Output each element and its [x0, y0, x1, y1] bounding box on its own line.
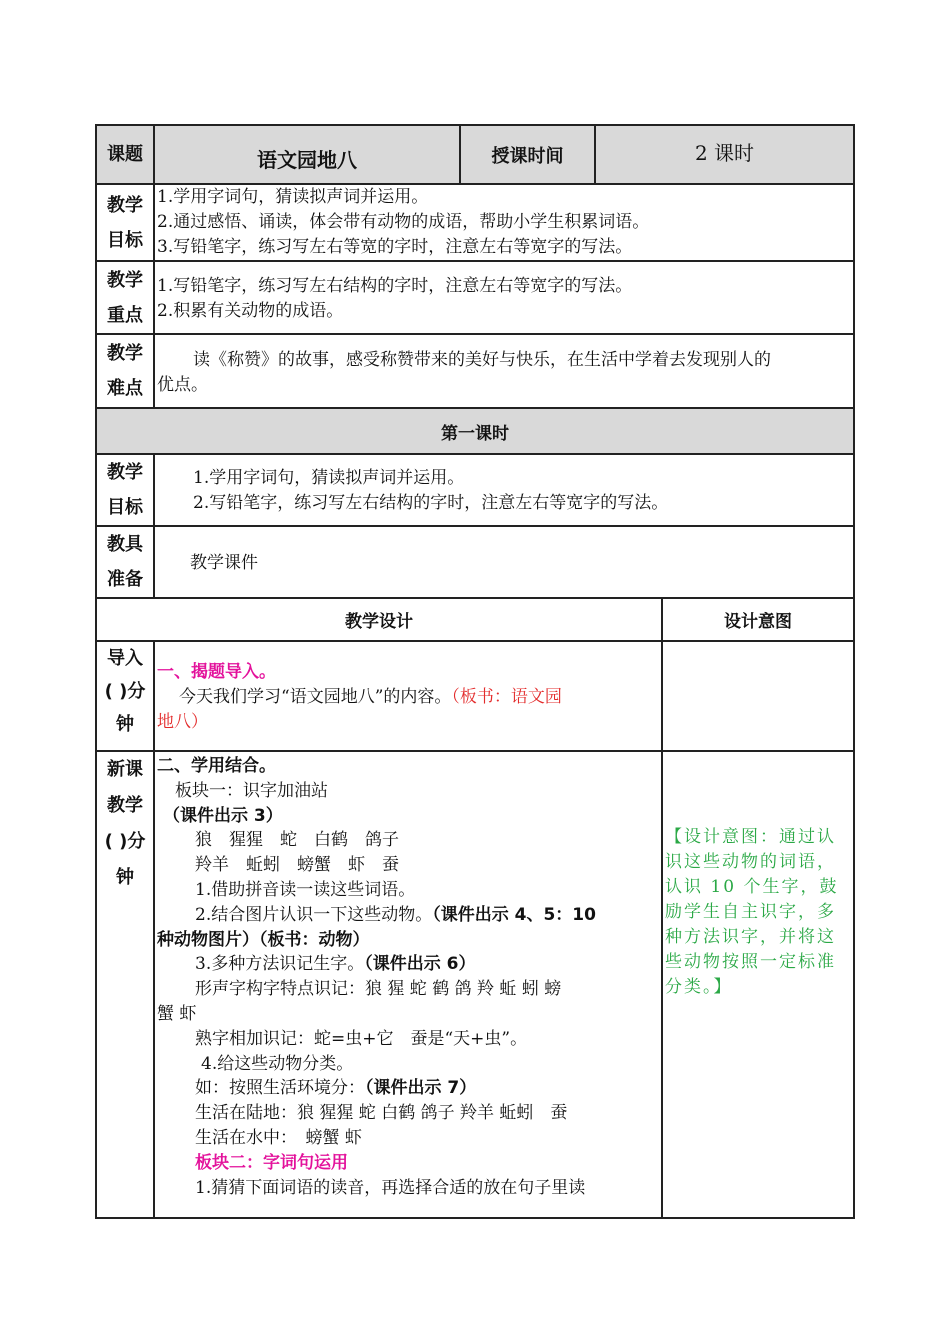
tools-text: 教学课件: [190, 553, 258, 573]
lesson1-goals-label-top: 教学: [107, 462, 143, 483]
tools-label: [97, 527, 155, 597]
water-line: 生活在水中： 螃蟹 虾: [195, 1127, 362, 1148]
lesson1-goals-label: [97, 455, 155, 525]
difficulties-label-bottom: 难点: [107, 378, 143, 399]
lesson1-goal-item: 2.写铅笔字，练习写左右结构的字时，注意左右等宽字的写法。: [193, 493, 669, 513]
intro-text-main: 今天我们学习“语文园地八”的内容。: [179, 687, 452, 707]
key-points-row: [95, 262, 855, 335]
difficulties-label-top: 教学: [107, 343, 143, 364]
new-lesson-intent: [663, 752, 853, 1217]
step2-line: [157, 903, 659, 928]
goal-item: 3.写铅笔字，练习写左右等宽的字时，注意左右等宽字的写法。: [157, 237, 633, 257]
difficulties-line1: 读《称赞》的故事，感受称赞带来的美好与快乐，在生活中学着去发现别人的: [193, 350, 771, 370]
lesson-plan-table: [95, 124, 855, 1219]
lesson1-goal-item: 1.学用字词句，猜读拟声词并运用。: [193, 468, 465, 488]
goal-item: 1.学用字词句，猜读拟声词并运用。: [157, 187, 429, 207]
design-header-row: [95, 599, 855, 642]
time-label-text: 授课时间: [491, 145, 564, 167]
intro-row: [95, 642, 855, 752]
time-value: [596, 126, 853, 183]
intro-label-1: 导入: [107, 648, 143, 669]
lesson1-goals-label-bottom: 目标: [107, 497, 143, 518]
difficulties-line2: 优点。: [157, 375, 208, 395]
shape-line-b: 蟹 虾: [157, 1003, 197, 1024]
new-lesson-label-2: 教学: [107, 795, 143, 816]
step3-b: （课件出示 6）: [364, 954, 476, 975]
new-lesson-label-1: 新课: [107, 759, 143, 780]
lesson1-goals-content: [155, 455, 853, 525]
example-a: 如：按照生活环境分：: [195, 1078, 365, 1099]
new-lesson-content: [155, 752, 663, 1217]
intent-head-text: 设计意图: [724, 612, 792, 632]
goals-label: [97, 185, 155, 260]
familiar-line: 熟字相加识记：蛇=虫+它 蚕是“天+虫”。: [195, 1028, 528, 1049]
topic-label-text: 课题: [107, 144, 143, 165]
new-lesson-heading: 二、学用结合。: [157, 756, 276, 776]
design-head: [97, 599, 663, 640]
step2-a: 2.结合图片认识一下这些动物。: [195, 904, 433, 925]
show3: （课件出示 3）: [163, 805, 283, 826]
example-line: [157, 1076, 659, 1101]
words-line2: 羚羊 蚯蚓 螃蟹 虾 蚕: [195, 855, 399, 876]
time-value-text: 2 课时: [694, 141, 755, 165]
intro-text: [157, 685, 659, 710]
new-lesson-label: [97, 752, 155, 1217]
intent-text: 【设计意图：通过认识这些动物的词语，认识 10 个生字，鼓励学生自主识字，多种方法识字，并将这些动物按照一定标准分类。】: [665, 827, 839, 997]
goal-item: 2.通过感悟、诵读，体会带有动物的成语，帮助小学生积累词语。: [157, 212, 650, 232]
tools-content: [155, 527, 853, 597]
shape-line-a: 形声字构字特点识记：狼 猩 蛇 鹤 鸽 羚 蚯 蚓 螃: [195, 979, 562, 1000]
goals-label-bottom: 目标: [107, 229, 143, 251]
intent-head: [663, 599, 853, 640]
goals-content: [155, 185, 853, 260]
design-head-text: 教学设计: [345, 612, 413, 632]
lesson1-title: [97, 409, 853, 453]
tools-label-top: 教具: [107, 534, 143, 555]
block2-title: 板块二：字词句运用: [195, 1152, 348, 1173]
intro-label-2: ( )分: [104, 681, 146, 702]
time-label: [461, 126, 596, 183]
words-line1: 狼 猩猩 蛇 白鹤 鸽子: [195, 830, 399, 851]
intro-content: [155, 642, 663, 750]
lesson-title: [155, 126, 461, 183]
new-lesson-label-3: ( )分: [104, 831, 146, 852]
example-b: （课件出示 7）: [365, 1078, 477, 1099]
key-points-label-bottom: 重点: [107, 304, 143, 326]
step4: 4.给这些动物分类。: [201, 1053, 354, 1074]
difficulties-row: [95, 335, 855, 409]
tools-label-bottom: 准备: [107, 569, 143, 590]
step3-a: 3.多种方法识记生字。: [195, 954, 365, 975]
lesson1-goals-row: [95, 455, 855, 527]
lesson1-title-text: 第一课时: [441, 423, 509, 444]
step3-line: [157, 952, 659, 977]
new-lesson-row: [95, 752, 855, 1219]
lesson1-title-row: [95, 409, 855, 455]
land-line: 生活在陆地：狼 猩猩 蛇 白鹤 鸽子 羚羊 蚯蚓 蚕: [195, 1103, 568, 1124]
block1-title: 板块一：识字加油站: [175, 780, 328, 801]
tools-row: [95, 527, 855, 599]
intro-label: [97, 642, 155, 750]
header-row: [95, 124, 855, 185]
key-points-content: [155, 262, 853, 333]
intro-intent: [663, 642, 853, 750]
intro-label-3: 钟: [116, 714, 134, 735]
intro-heading: 一、揭题导入。: [157, 662, 276, 682]
key-points-label: [97, 262, 155, 333]
new-lesson-label-4: 钟: [116, 867, 134, 888]
intro-board-b: 地八）: [157, 712, 208, 732]
difficulties-content: [155, 335, 853, 407]
topic-label: [97, 126, 155, 183]
step2-c: 种动物图片）（板书：动物）: [157, 929, 370, 950]
step1: 1.借助拼音读一读这些词语。: [195, 879, 416, 900]
step2-b: （课件出示 4、5：10: [432, 904, 596, 925]
goals-label-top: 教学: [107, 194, 143, 216]
intro-board-a: （板书：语文园: [451, 687, 562, 707]
guess-line: 1.猜猜下面词语的读音，再选择合适的放在句子里读: [195, 1177, 586, 1198]
key-point-item: 2.积累有关动物的成语。: [157, 301, 344, 321]
goals-row: [95, 185, 855, 262]
lesson-title-text: 语文园地八: [257, 148, 357, 172]
difficulties-label: [97, 335, 155, 407]
key-points-label-top: 教学: [107, 269, 143, 291]
key-point-item: 1.写铅笔字，练习写左右结构的字时，注意左右等宽字的写法。: [157, 276, 633, 296]
